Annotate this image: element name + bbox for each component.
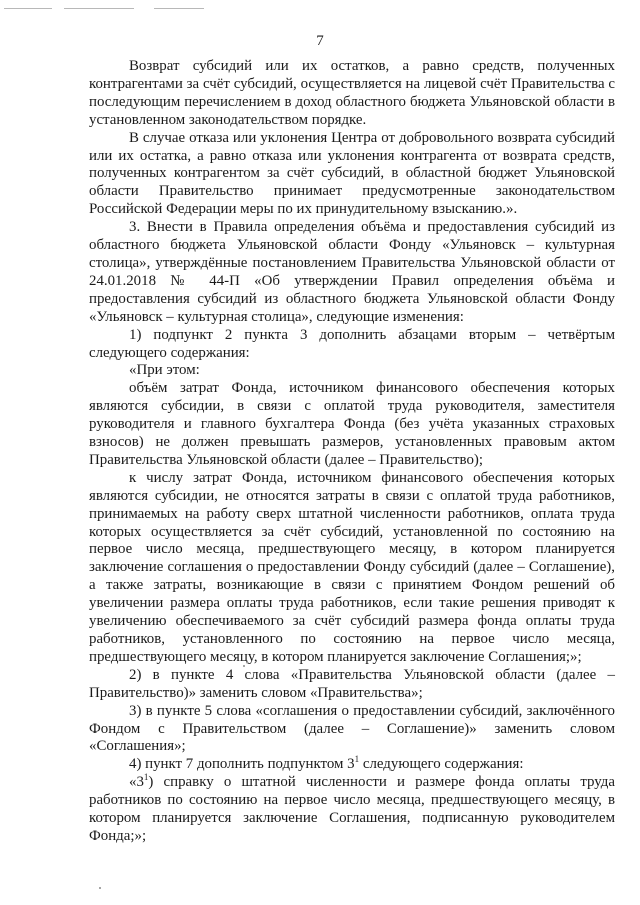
paragraph-p1: Возврат субсидий или их остатков, а равно средств, полученных контрагентами за счёт субсидий, осуществляется на лицевой счёт Правительства с последующим перечислением в доход областного бюджета Ульяновской области в установленном законодательством порядке. <box>89 58 615 128</box>
scan-speck <box>243 665 245 667</box>
paragraph-p7: к числу затрат Фонда, источником финансового обеспечения которых являются субсидии, не относятся затраты в связи с оплатой труда работников, принимаемых на работу сверх штатной численности работников, оплата труда которых осуществляется за счёт субсидий, установленной по состоянию на первое число месяца, предшествующего месяцу, в котором планируется заключение соглашения о предоставлении Фонду субсидий (далее – Соглашение), а также затраты, возникающие в связи с принятием Фондом решений об увеличении размера оплаты труда работников, если такие решения приводят к увеличению обеспечиваемого за счёт субсидий размера фонда оплаты труда работников, установленного по состоянию на первое число месяца, предшествующего месяцу, в котором планируется заключение Соглашения;»; <box>89 469 615 665</box>
scan-speck <box>99 887 101 889</box>
page-number: 7 <box>316 33 324 49</box>
document-body <box>89 58 615 846</box>
paragraph-p11: «$3^1$) справку о штатной численности и размере фонда оплаты труда работников по состоянию на первое число месяца, предшествующего месяцу, в котором планируется заключение Соглашения, подписанную руководителем Фонда;»; <box>89 772 615 844</box>
paragraph-p9: 3) в пункте 5 слова «соглашения о предоставлении субсидий, заключённого Фондом с Правительством (далее – Соглашение)» заменить словом «Соглашения»; <box>89 702 615 755</box>
paragraph-p2: В случае отказа или уклонения Центра от добровольного возврата субсидий или их остатка, а равно отказа или уклонения контрагента от возврата средств, полученных контрагентом за счёт субсидий, в областной бюджет Ульяновской области Правительство принимает предусмотренные законодательством Российской Федерации меры по их принудительному взысканию.». <box>89 129 615 218</box>
paragraph-p4: 1) подпункт 2 пункта 3 дополнить абзацами вторым – четвёртым следующего содержания: <box>89 326 615 361</box>
scan-edge-marks <box>4 8 214 12</box>
paragraph-p8: 2) в пункте 4 слова «Правительства Ульяновской области (далее – Правительство)» заменить словом «Правительства»; <box>89 666 615 701</box>
paragraph-p3: 3. Внести в Правила определения объёма и предоставления субсидий из областного бюджета Ульяновской области Фонду «Ульяновск – культурная столица», утверждённые постановлением Правительства Ульяновской области от 24.01.2018 № 44-П «Об утверждении Правил определения объёма и предоставления субсидий из областного бюджета Ульяновской области Фонду «Ульяновск – культурная столица», следующие изменения: <box>89 219 615 325</box>
paragraph-p5: «При этом: <box>129 362 200 379</box>
paragraph-p6: объём затрат Фонда, источником финансового обеспечения которых являются субсидии, в связи с оплатой труда руководителя, заместителя руководителя и главного бухгалтера Фонда (без учёта указанных страховых взносов) не должен превышать размеров, установленных правовым актом Правительства Ульяновской области (далее – Правительство); <box>89 380 615 468</box>
paragraph-p10: 4) пункт 7 дополнить подпунктом $3^1$ следующего содержания: <box>129 754 524 773</box>
